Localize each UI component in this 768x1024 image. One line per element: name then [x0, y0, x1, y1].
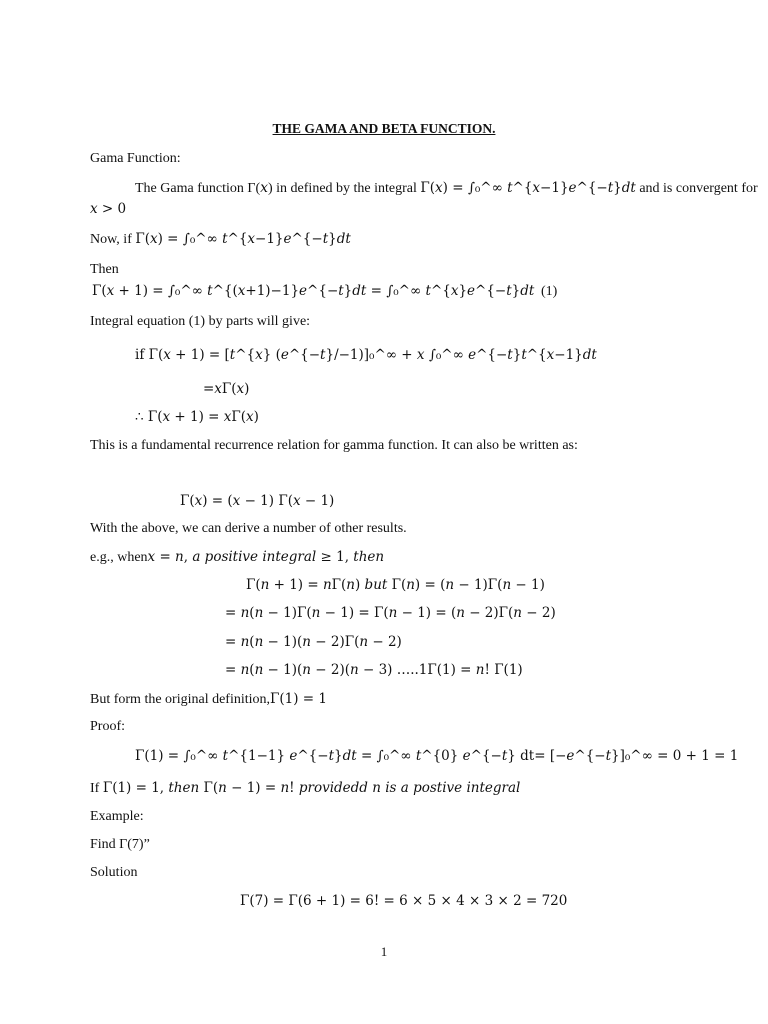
parts-result: =𝑥Γ(𝑥) [203, 381, 250, 397]
if-line [90, 779, 520, 798]
derivation-line-2: = 𝑛(𝑛 − 1)Γ(𝑛 − 1) = Γ(𝑛 − 1) = (𝑛 − 2)Γ(𝑛 − 2) [225, 605, 556, 621]
recurrence-text: This is a fundamental recurrence relation for gamma function. It can also be written as: [90, 438, 578, 453]
therefore-line: ∴ Γ(𝑥 + 1) = 𝑥Γ(𝑥) [135, 409, 259, 425]
original-definition-text: But form the original definition, [90, 692, 271, 707]
intro-line [135, 179, 758, 198]
parts-formula: if Γ(𝑥 + 1) = [𝑡^{𝑥} (𝑒^{−𝑡}/−1)]₀^∞ + 𝑥 ∫₀^∞ 𝑒^{−𝑡}𝑡^{𝑥−1}𝑑𝑡 [135, 347, 597, 363]
derivation-line-4: = 𝑛(𝑛 − 1)(𝑛 − 2)(𝑛 − 3) …..1Γ(1) = 𝑛! Γ(1) [225, 662, 523, 678]
solution-label: Solution [90, 865, 138, 880]
proof-formula: Γ(1) = ∫₀^∞ 𝑡^{1−1} 𝑒^{−𝑡}𝑑𝑡 = ∫₀^∞ 𝑡^{0} 𝑒^{−𝑡} dt= [−𝑒^{−𝑡}]₀^∞ = 0 + 1 = 1 [135, 748, 739, 764]
equation-1-number: (1) [541, 284, 558, 299]
proof-label: Proof: [90, 719, 125, 734]
now-if-line [90, 230, 351, 249]
gamma-definition-formula: Γ(𝑥) = ∫₀^∞ 𝑡^{𝑥−1}𝑒^{−𝑡}𝑑𝑡 [420, 180, 636, 196]
intro-text: The Gama function Γ(𝑥) in defined by the integral [135, 181, 417, 196]
derivation-line-1: Γ(𝑛 + 1) = 𝑛Γ(𝑛) 𝑏𝑢𝑡 Γ(𝑛) = (𝑛 − 1)Γ(𝑛 − 1) [246, 577, 545, 593]
section-heading: Gama Function: [90, 151, 181, 166]
derivation-line-3: = 𝑛(𝑛 − 1)(𝑛 − 2)Γ(𝑛 − 2) [225, 634, 402, 650]
eg-math: 𝑥 = 𝑛, 𝑎 𝑝𝑜𝑠𝑖𝑡𝑖𝑣𝑒 𝑖𝑛𝑡𝑒𝑔𝑟𝑎𝑙 ≥ 1, 𝑡ℎ𝑒𝑛 [147, 549, 385, 565]
solution-formula: Γ(7) = Γ(6 + 1) = 6! = 6 × 5 × 4 × 3 × 2 = 720 [240, 893, 568, 909]
find-line: Find Γ(7)” [90, 837, 150, 852]
derive-text: With the above, we can derive a number of other results. [90, 521, 407, 536]
if-math: Γ(1) = 1, 𝑡ℎ𝑒𝑛 Γ(𝑛 − 1) = 𝑛! 𝑝𝑟𝑜𝑣𝑖𝑑𝑒𝑑𝑑 𝑛 𝑖𝑠 𝑎 𝑝𝑜𝑠𝑡𝑖𝑣𝑒 𝑖𝑛𝑡𝑒𝑔𝑟𝑎𝑙 [102, 780, 521, 796]
if-lead: If [90, 781, 100, 796]
eg-text: e.g., when [90, 550, 148, 565]
original-definition-math: Γ(1) = 1 [270, 691, 328, 707]
equation-1: Γ(𝑥 + 1) = ∫₀^∞ 𝑡^{(𝑥+1)−1}𝑒^{−𝑡}𝑑𝑡 = ∫₀^∞ 𝑡^{𝑥}𝑒^{−𝑡}𝑑𝑡 [92, 283, 535, 299]
page-title: THE GAMA AND BETA FUNCTION. [272, 121, 496, 136]
original-definition-line [90, 690, 327, 709]
page-number: 1 [380, 944, 388, 959]
convergence-condition: 𝑥 > 0 [90, 201, 127, 217]
recurrence-formula: Γ(𝑥) = (𝑥 − 1) Γ(𝑥 − 1) [180, 493, 335, 509]
eg-line [90, 548, 384, 567]
now-if-formula: Γ(𝑥) = ∫₀^∞ 𝑡^{𝑥−1}𝑒^{−𝑡}𝑑𝑡 [135, 231, 351, 247]
example-label: Example: [90, 809, 144, 824]
parts-text: Integral equation (1) by parts will give: [90, 314, 311, 329]
now-if-lead: Now, if [90, 232, 132, 247]
intro-suffix: and is convergent for [639, 181, 758, 196]
then-label: Then [90, 262, 119, 277]
